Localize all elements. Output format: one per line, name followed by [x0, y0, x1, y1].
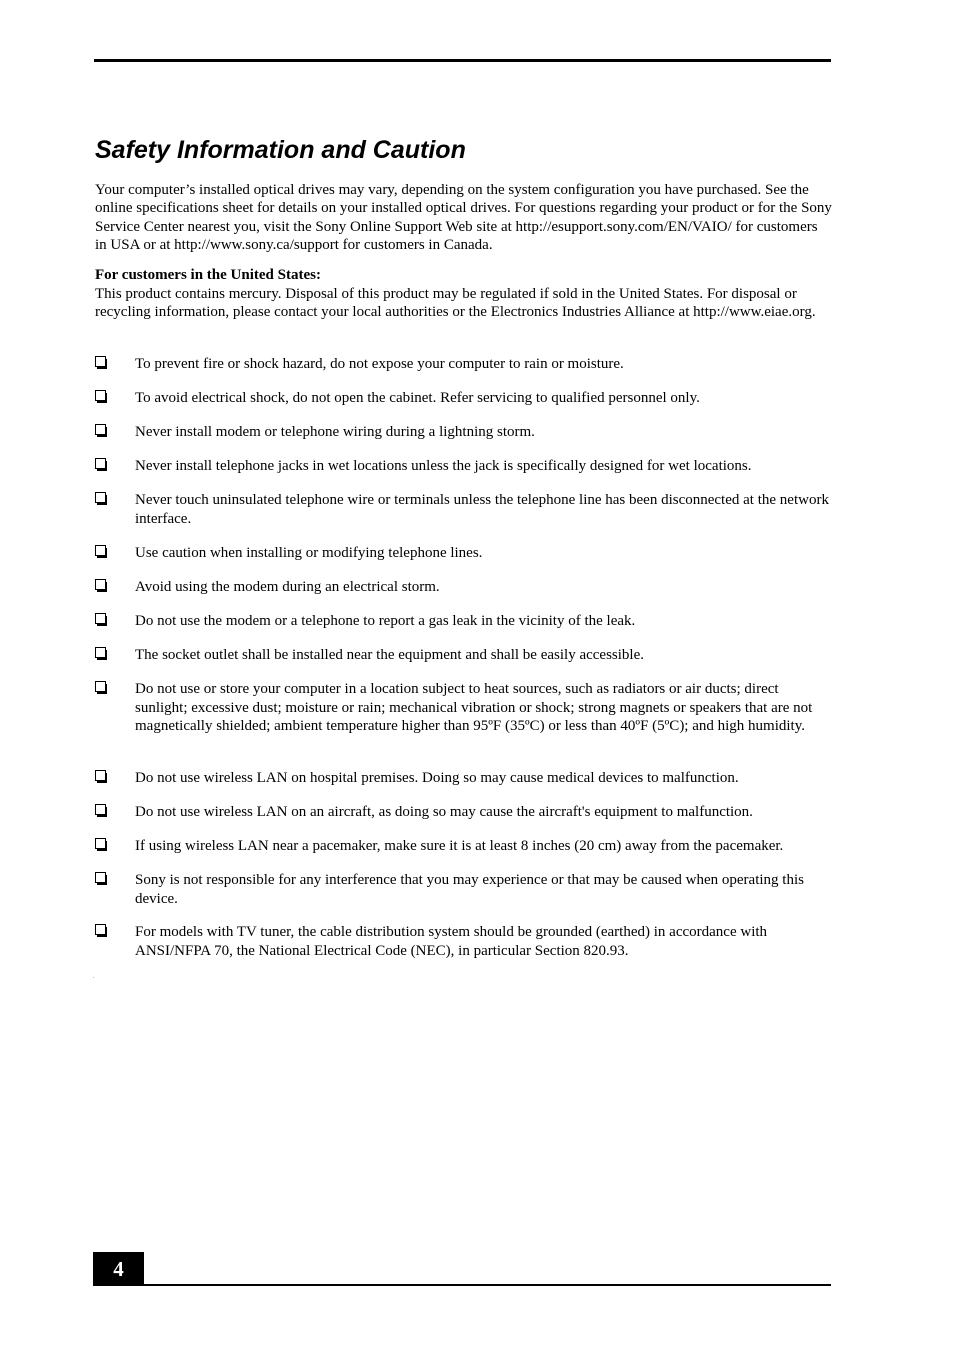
us-customers-heading: For customers in the United States:	[95, 267, 321, 283]
footer-rule	[93, 1284, 831, 1286]
checkbox-icon	[94, 681, 108, 695]
list-item-text: Do not use wireless LAN on an aircraft, as doing so may cause the aircraft's equipment to malfunction.	[135, 804, 753, 820]
stray-dot	[93, 977, 94, 978]
checkbox-icon	[94, 924, 108, 938]
checkbox-icon	[94, 458, 108, 472]
list-item-text: Sony is not responsible for any interference that you may experience or that may be caused when operating this device.	[135, 872, 804, 907]
checkbox-icon	[94, 545, 108, 559]
checkbox-icon	[94, 872, 108, 886]
checkbox-icon	[94, 613, 108, 627]
checkbox-icon	[94, 838, 108, 852]
checkbox-icon	[94, 579, 108, 593]
checkbox-icon	[94, 492, 108, 506]
list-item-text: Do not use or store your computer in a location subject to heat sources, such as radiators or air ducts; direct sunlight; excessive dust; moisture or rain; mechanical vibration or shock; strong magnets or speakers that are not magnetically shielded; ambient temperature higher than 95ºF (35ºC) or less than 40ºF (5ºC); and high humidity.	[135, 681, 813, 734]
list-item-text: Use caution when installing or modifying telephone lines.	[135, 545, 483, 561]
list-item-text: Never install telephone jacks in wet locations unless the jack is specifically designed for wet locations.	[135, 458, 752, 474]
list-item-text: Avoid using the modem during an electrical storm.	[135, 579, 440, 595]
checkbox-icon	[94, 390, 108, 404]
header-rule	[94, 59, 831, 62]
list-item-text: Do not use the modem or a telephone to report a gas leak in the vicinity of the leak.	[135, 613, 636, 629]
checkbox-icon	[94, 424, 108, 438]
checkbox-icon	[94, 356, 108, 370]
list-item-text: The socket outlet shall be installed near the equipment and shall be easily accessible.	[135, 647, 644, 663]
page-number: 4	[93, 1252, 144, 1286]
us-customers-paragraph: This product contains mercury. Disposal of this product may be regulated if sold in the United States. For disposal or recycling information, please contact your local authorities or the Electronics Industries Alliance at http://www.eiae.org.	[95, 286, 816, 321]
list-item-text: Do not use wireless LAN on hospital premises. Doing so may cause medical devices to malfunction.	[135, 770, 739, 786]
checkbox-icon	[94, 647, 108, 661]
page-title: Safety Information and Caution	[95, 136, 466, 164]
list-item-text: Never touch uninsulated telephone wire or terminals unless the telephone line has been disconnected at the network interface.	[135, 492, 829, 527]
checkbox-icon	[94, 804, 108, 818]
list-item-text: If using wireless LAN near a pacemaker, make sure it is at least 8 inches (20 cm) away from the pacemaker.	[135, 838, 784, 854]
list-item-text: To prevent fire or shock hazard, do not expose your computer to rain or moisture.	[135, 356, 624, 372]
intro-paragraph: Your computer’s installed optical drives may vary, depending on the system configuration you have purchased. See the online specifications sheet for details on your installed optical drives. For questions regarding your product or for the Sony Service Center nearest you, visit the Sony Online Support Web site at http://esupport.sony.com/EN/VAIO/ for customers in USA or at http://www.sony.ca/support for customers in Canada.	[95, 182, 832, 253]
list-item-text: For models with TV tuner, the cable distribution system should be grounded (earthed) in accordance with ANSI/NFPA 70, the National Electrical Code (NEC), in particular Section 820.93.	[135, 924, 768, 959]
list-item-text: To avoid electrical shock, do not open the cabinet. Refer servicing to qualified personnel only.	[135, 390, 700, 406]
list-item-text: Never install modem or telephone wiring during a lightning storm.	[135, 424, 535, 440]
checkbox-icon	[94, 770, 108, 784]
